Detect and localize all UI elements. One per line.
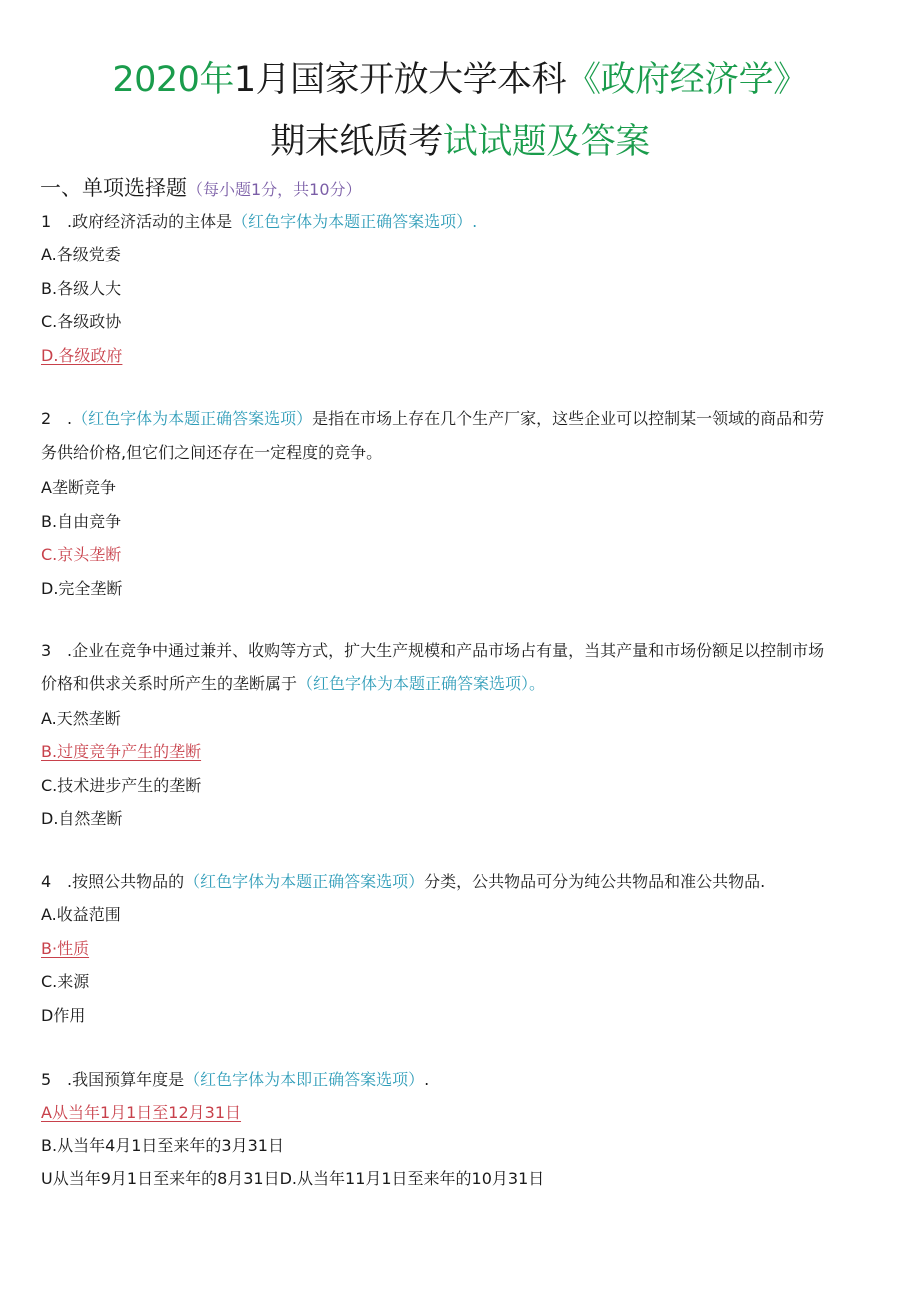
question-3-option-b-correct: B.过度竞争产生的垄断 [41, 742, 202, 761]
question-4-option-d: D作用 [41, 1006, 86, 1025]
question-3-stem-line2 [41, 674, 545, 694]
question-2-option-d: D.完全垄断 [41, 579, 123, 598]
document-title-line2 [0, 114, 920, 164]
document-title-line1 [0, 52, 920, 102]
question-text-cont: 价格和供求关系时所产生的垄断属于 [41, 674, 298, 693]
title-month-school: 1月国家开放大学本科 [233, 60, 567, 100]
section-title: 一、单项选择题 [40, 176, 187, 200]
question-2-stem [41, 409, 824, 429]
question-3-option-d: D.自然垄断 [41, 809, 123, 828]
question-3-stem [41, 641, 824, 661]
question-2-option-a: A垄断竞争 [41, 478, 116, 497]
question-text-cont: . [424, 1070, 430, 1089]
answer-hint: （红色字体为本题正确答案选项）. [232, 212, 478, 231]
answer-hint: （红色字体为本题正确答案选项） [72, 409, 313, 428]
question-number: 1 [41, 212, 52, 231]
question-3-option-c: C.技术进步产生的垄断 [41, 776, 202, 795]
question-3-option-a: A.天然垄断 [41, 709, 121, 728]
question-number: 2 [41, 409, 52, 428]
question-text: .按照公共物品的 [67, 872, 185, 891]
question-text-cont: 分类，公共物品可分为纯公共物品和准公共物品. [424, 872, 766, 891]
question-1-option-b: B.各级人大 [41, 279, 122, 298]
title-exam-type: 期末纸质考 [270, 122, 443, 162]
question-4-option-a: A.收益范围 [41, 905, 121, 924]
question-number: 3 [41, 641, 52, 660]
answer-hint: （红色字体为本即正确答案选项） [184, 1070, 425, 1089]
question-4-stem [41, 872, 765, 892]
title-course: 《政府经济学》 [566, 60, 808, 100]
section-heading [40, 172, 362, 202]
answer-hint: （红色字体为本题正确答案选项） [184, 872, 425, 891]
question-number: 4 [41, 872, 52, 891]
question-5-option-b: B.从当年4月1日至来年的3月31日 [41, 1136, 284, 1155]
title-year: 2020年 [112, 60, 234, 100]
question-2-option-c-correct: C.京头垄断 [41, 545, 122, 564]
title-suffix: 试试题及答案 [442, 122, 650, 162]
question-4-option-c: C.来源 [41, 972, 90, 991]
question-text: . [67, 409, 73, 428]
answer-hint: （红色字体为本题正确答案选项）。 [297, 674, 546, 693]
question-1-option-d-correct: D.各级政府 [41, 346, 123, 365]
question-5-option-a-correct: A从当年1月1日至12月31日 [41, 1103, 242, 1122]
question-1-option-c: C.各级政协 [41, 312, 122, 331]
question-text: .企业在竞争中通过兼并、收购等方式，扩大生产规模和产品市场占有量，当其产量和市场份额足以控制市场 [67, 641, 825, 660]
question-text-cont: 是指在市场上存在几个生产厂家，这些企业可以控制某一领域的商品和劳 [312, 409, 825, 428]
question-number: 5 [41, 1070, 52, 1089]
question-4-option-b-correct: B·性质 [41, 939, 90, 958]
question-text: .我国预算年度是 [67, 1070, 185, 1089]
question-2-stem-line2: 务供给价格,但它们之间还存在一定程度的竞争。 [41, 443, 383, 462]
question-1-option-a: A.各级党委 [41, 245, 121, 264]
question-1-stem [41, 212, 477, 232]
question-2-option-b: B.自由竞争 [41, 512, 122, 531]
section-note: （每小题1分，共10分） [187, 180, 362, 199]
question-5-option-c-d: U从当年9月1日至来年的8月31日D.从当年11月1日至来年的10月31日 [41, 1169, 545, 1188]
question-text: .政府经济活动的主体是 [67, 212, 233, 231]
question-5-stem [41, 1070, 429, 1090]
